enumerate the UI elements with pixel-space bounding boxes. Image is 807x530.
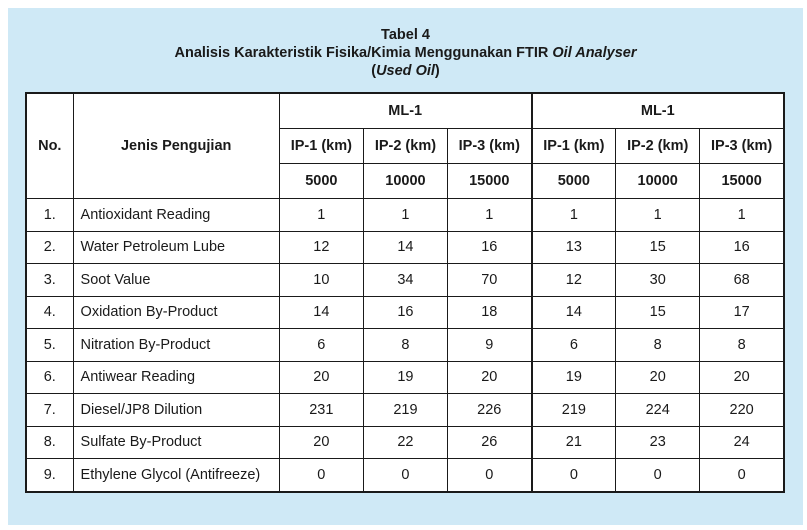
value-cell: 18 (447, 296, 531, 329)
test-name: Oxidation By-Product (73, 296, 279, 329)
value-cell: 20 (447, 361, 531, 394)
value-cell: 24 (700, 426, 784, 459)
sub-header: IP-1 (km) (532, 129, 616, 164)
header-no: No. (26, 93, 73, 199)
row-number: 4. (26, 296, 73, 329)
value-cell: 12 (279, 231, 363, 264)
test-name: Water Petroleum Lube (73, 231, 279, 264)
value-cell: 0 (279, 459, 363, 492)
row-number: 8. (26, 426, 73, 459)
test-name: Antioxidant Reading (73, 199, 279, 232)
caption-title: Tabel 4 (381, 27, 430, 43)
test-name: Ethylene Glycol (Antifreeze) (73, 459, 279, 492)
value-cell: 8 (700, 329, 784, 362)
value-cell: 224 (616, 394, 700, 427)
value-cell: 1 (363, 199, 447, 232)
header-group-1: ML-1 (279, 93, 531, 129)
value-cell: 19 (532, 361, 616, 394)
value-cell: 15 (616, 296, 700, 329)
value-cell: 20 (279, 361, 363, 394)
value-cell: 16 (363, 296, 447, 329)
caption-note-italic: Used Oil (376, 63, 435, 79)
value-cell: 22 (363, 426, 447, 459)
caption-note-close: ) (434, 63, 440, 79)
value-cell: 0 (700, 459, 784, 492)
distance-header: 10000 (363, 164, 447, 199)
row-number: 3. (26, 264, 73, 297)
value-cell: 21 (532, 426, 616, 459)
distance-header: 5000 (279, 164, 363, 199)
sub-header: IP-3 (km) (447, 129, 531, 164)
table-row (26, 361, 784, 394)
value-cell: 68 (700, 264, 784, 297)
value-cell: 220 (700, 394, 784, 427)
caption-subtitle-text: Analisis Karakteristik Fisika/Kimia Menggunakan FTIR (174, 45, 553, 61)
value-cell: 20 (700, 361, 784, 394)
value-cell: 20 (279, 426, 363, 459)
row-number: 9. (26, 459, 73, 492)
value-cell: 26 (447, 426, 531, 459)
value-cell: 23 (616, 426, 700, 459)
value-cell: 14 (279, 296, 363, 329)
value-cell: 70 (447, 264, 531, 297)
table-row (26, 459, 784, 492)
value-cell: 8 (616, 329, 700, 362)
distance-header: 5000 (532, 164, 616, 199)
value-cell: 16 (447, 231, 531, 264)
table-row (26, 394, 784, 427)
value-cell: 0 (447, 459, 531, 492)
table-header (26, 93, 784, 199)
value-cell: 0 (532, 459, 616, 492)
row-number: 7. (26, 394, 73, 427)
test-name: Nitration By-Product (73, 329, 279, 362)
table-row (26, 199, 784, 232)
distance-header: 15000 (700, 164, 784, 199)
sub-header: IP-1 (km) (279, 129, 363, 164)
value-cell: 12 (532, 264, 616, 297)
value-cell: 20 (616, 361, 700, 394)
value-cell: 226 (447, 394, 531, 427)
row-number: 5. (26, 329, 73, 362)
test-name: Antiwear Reading (73, 361, 279, 394)
row-number: 2. (26, 231, 73, 264)
value-cell: 1 (700, 199, 784, 232)
value-cell: 1 (532, 199, 616, 232)
sub-header: IP-2 (km) (363, 129, 447, 164)
table-body (26, 199, 784, 492)
table-row (26, 329, 784, 362)
value-cell: 219 (363, 394, 447, 427)
results-table (25, 92, 785, 493)
value-cell: 8 (363, 329, 447, 362)
value-cell: 30 (616, 264, 700, 297)
header-group-2: ML-1 (532, 93, 784, 129)
value-cell: 1 (447, 199, 531, 232)
value-cell: 0 (363, 459, 447, 492)
table-caption (8, 26, 803, 80)
value-cell: 34 (363, 264, 447, 297)
table-panel (8, 8, 803, 525)
sub-header: IP-2 (km) (616, 129, 700, 164)
test-name: Sulfate By-Product (73, 426, 279, 459)
value-cell: 13 (532, 231, 616, 264)
value-cell: 17 (700, 296, 784, 329)
caption-note-open: ( (371, 63, 377, 79)
distance-header: 10000 (616, 164, 700, 199)
value-cell: 14 (532, 296, 616, 329)
value-cell: 219 (532, 394, 616, 427)
caption-subtitle-italic: Oil Analyser (552, 45, 637, 61)
caption-note (8, 62, 803, 80)
caption-subtitle (8, 44, 803, 62)
row-number: 6. (26, 361, 73, 394)
value-cell: 14 (363, 231, 447, 264)
table-row (26, 296, 784, 329)
header-test-type: Jenis Pengujian (73, 93, 279, 199)
value-cell: 16 (700, 231, 784, 264)
table-row (26, 231, 784, 264)
value-cell: 6 (532, 329, 616, 362)
distance-header: 15000 (447, 164, 531, 199)
header-row-groups (26, 93, 784, 129)
test-name: Diesel/JP8 Dilution (73, 394, 279, 427)
value-cell: 10 (279, 264, 363, 297)
value-cell: 15 (616, 231, 700, 264)
value-cell: 1 (279, 199, 363, 232)
value-cell: 231 (279, 394, 363, 427)
row-number: 1. (26, 199, 73, 232)
value-cell: 0 (616, 459, 700, 492)
table-row (26, 264, 784, 297)
table-row (26, 426, 784, 459)
value-cell: 9 (447, 329, 531, 362)
value-cell: 6 (279, 329, 363, 362)
value-cell: 19 (363, 361, 447, 394)
value-cell: 1 (616, 199, 700, 232)
sub-header: IP-3 (km) (700, 129, 784, 164)
test-name: Soot Value (73, 264, 279, 297)
